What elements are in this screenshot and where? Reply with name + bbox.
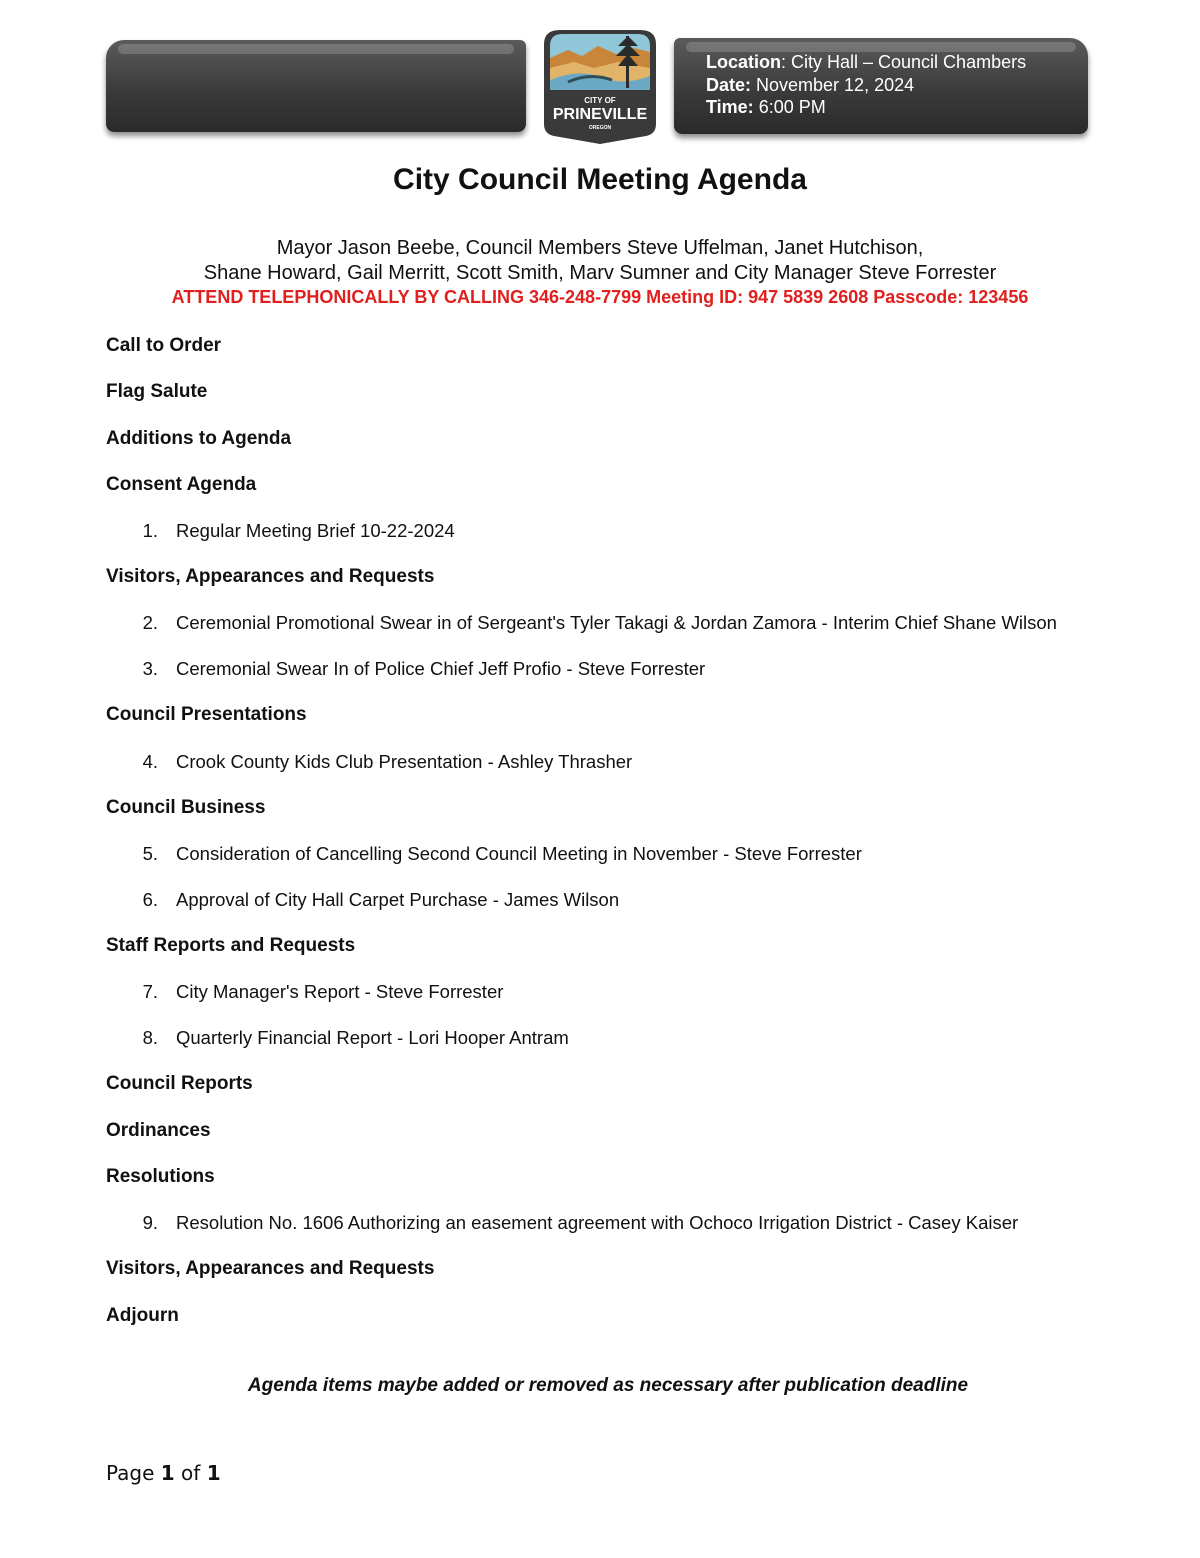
agenda-item [106,1026,1096,1049]
logo-line3: OREGON [588,125,612,131]
item-number: 4. [142,750,158,772]
section-heading: Consent Agenda [106,473,257,495]
section-heading: Staff Reports and Requests [106,935,356,957]
section-heading: Council Reports [106,1073,253,1095]
agenda-list [106,334,1096,1350]
item-number: 9. [142,1212,158,1234]
section-heading: Council Presentations [106,704,307,726]
date-line: Date: November 12, 2024 [706,74,915,95]
agenda-item [106,611,1096,634]
logo-line2: PRINEVILLE [552,106,648,123]
members-line-1: Mayor Jason Beebe, Council Members Steve Uffelman, Janet Hutchison, [276,237,924,259]
agenda-item [106,1211,1096,1234]
item-text: Approval of City Hall Carpet Purchase - James Wilson [176,889,620,911]
meeting-info [706,51,1026,119]
item-number: 6. [142,889,158,911]
item-text: Consideration of Cancelling Second Council Meeting in November - Steve Forrester [176,843,862,865]
city-of-prineville-logo [538,28,662,146]
logo-line1: CITY OF [584,96,616,105]
council-members [0,236,1200,286]
section-heading: Visitors, Appearances and Requests [106,1258,435,1280]
item-text: Regular Meeting Brief 10-22-2024 [176,520,455,542]
footer-note: Agenda items maybe added or removed as necessary after publication deadline [247,1375,969,1396]
section-heading: Flag Salute [106,381,208,403]
item-number: 8. [142,1027,158,1049]
section-heading: Visitors, Appearances and Requests [106,566,435,588]
attend-telephonically-notice: ATTEND TELEPHONICALLY BY CALLING 346-248-7799 Meeting ID: 947 5839 2608 Passcode: 123456 [171,287,1029,307]
item-text: Quarterly Financial Report - Lori Hooper Antram [176,1027,569,1049]
agenda-item [106,888,1096,911]
section-heading: Ordinances [106,1119,211,1141]
header-banner-left [106,40,526,132]
agenda-item [106,980,1096,1003]
agenda-item [106,657,1096,680]
item-number: 2. [142,612,158,634]
agenda-item [106,842,1096,865]
item-number: 1. [142,520,158,542]
location-line: Location: City Hall – Council Chambers [706,52,1027,72]
section-heading: Call to Order [106,335,222,356]
agenda-item [106,750,1096,773]
item-text: City Manager's Report - Steve Forrester [176,981,504,1003]
members-line-2: Shane Howard, Gail Merritt, Scott Smith, Marv Sumner and City Manager Steve Forrester [203,262,997,284]
item-text: Ceremonial Swear In of Police Chief Jeff Profio - Steve Forrester [176,658,706,680]
agenda-item [106,519,1096,542]
section-heading: Council Business [106,796,266,818]
header-banner-right [674,38,1088,134]
section-heading: Additions to Agenda [106,427,292,449]
page-number: Page 1 of 1 [106,1461,221,1485]
item-number: 7. [142,981,158,1003]
section-heading: Adjourn [106,1304,179,1326]
item-text: Crook County Kids Club Presentation - Ashley Thrasher [176,750,633,772]
item-number: 5. [142,843,158,865]
page-title: City Council Meeting Agenda [393,163,807,196]
section-heading: Resolutions [106,1165,215,1187]
item-text: Ceremonial Promotional Swear in of Sergeant's Tyler Takagi & Jordan Zamora - Interim Chief Shane Wilson [176,612,1057,634]
item-text: Resolution No. 1606 Authorizing an easement agreement with Ochoco Irrigation District - Casey Kaiser [176,1212,1019,1234]
time-line: Time: 6:00 PM [706,97,826,117]
item-number: 3. [142,658,158,680]
